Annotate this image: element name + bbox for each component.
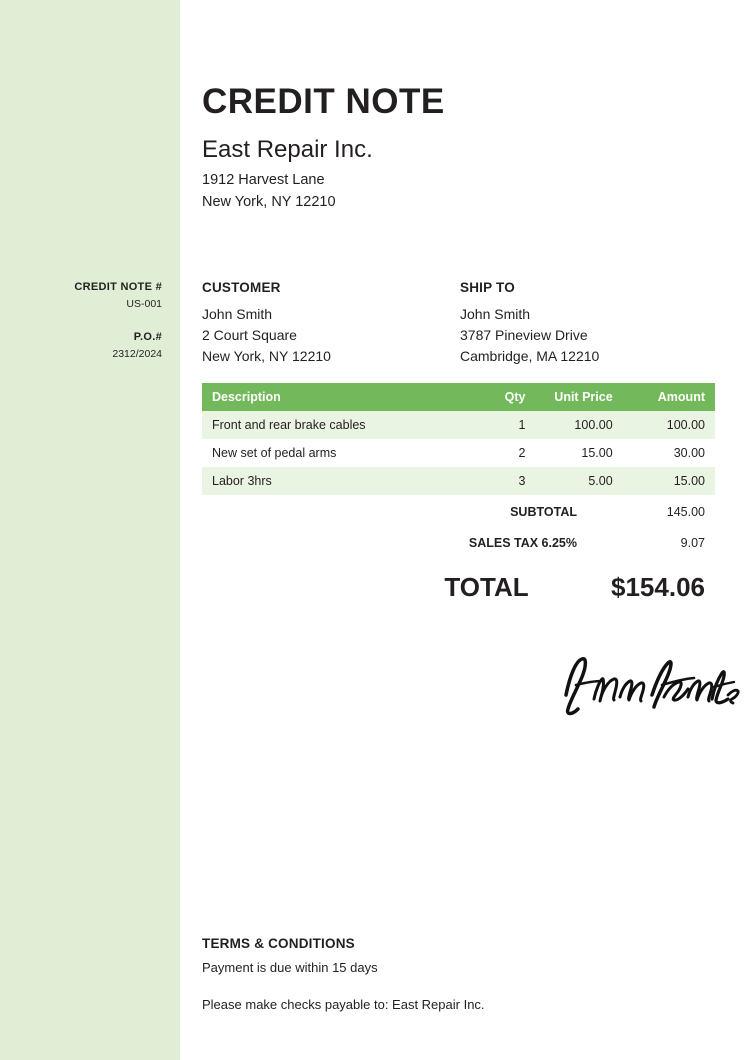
sales-tax-label: SALES TAX 6.25% — [468, 536, 577, 550]
cell-description: Labor 3hrs — [202, 467, 469, 495]
cell-qty: 2 — [469, 439, 536, 467]
customer-line: John Smith — [202, 306, 273, 322]
customer-block — [202, 280, 331, 367]
column-header-description: Description — [202, 383, 469, 411]
customer-line: New York, NY 12210 — [202, 348, 331, 364]
signature-image — [560, 645, 740, 725]
ship-to-line: 3787 Pineview Drive — [460, 327, 588, 343]
column-header-amount: Amount — [623, 383, 715, 411]
grand-total-label: TOTAL — [444, 572, 529, 602]
credit-note-number-block — [74, 281, 162, 310]
terms-block — [202, 936, 702, 1012]
sales-tax-row — [202, 536, 715, 550]
sales-tax-value: 9.07 — [680, 536, 705, 550]
cell-amount: 15.00 — [623, 467, 715, 495]
terms-line-1: Payment is due within 15 days — [202, 960, 378, 975]
ship-to-line: Cambridge, MA 12210 — [460, 348, 600, 364]
grand-total-value: $154.06 — [611, 572, 705, 602]
company-name: East Repair Inc. — [202, 136, 373, 163]
column-header-qty: Qty — [469, 383, 536, 411]
ship-to-line: John Smith — [460, 306, 531, 322]
line-items-table — [202, 383, 715, 495]
cell-amount: 30.00 — [623, 439, 715, 467]
po-number-block — [112, 331, 162, 360]
subtotal-value: 145.00 — [666, 505, 705, 519]
terms-heading: TERMS & CONDITIONS — [202, 936, 355, 951]
cell-description: New set of pedal arms — [202, 439, 469, 467]
credit-note-number-label: CREDIT NOTE # — [74, 281, 162, 293]
customer-heading: CUSTOMER — [202, 280, 281, 295]
company-address-line-2: New York, NY 12210 — [202, 194, 336, 210]
po-number-value: 2312/2024 — [112, 348, 162, 360]
company-address-line-1: 1912 Harvest Lane — [202, 172, 325, 188]
terms-line-2: Please make checks payable to: East Repair Inc. — [202, 997, 485, 1012]
subtotal-row — [202, 505, 715, 519]
sidebar-panel — [0, 0, 180, 1060]
table-row — [202, 439, 715, 467]
totals-block — [202, 505, 715, 603]
ship-to-heading: SHIP TO — [460, 280, 515, 295]
cell-unit-price: 100.00 — [535, 411, 622, 439]
cell-unit-price: 5.00 — [535, 467, 622, 495]
cell-amount: 100.00 — [623, 411, 715, 439]
column-header-unit-price: Unit Price — [535, 383, 622, 411]
ship-to-block — [460, 280, 599, 367]
table-row — [202, 467, 715, 495]
cell-qty: 1 — [469, 411, 536, 439]
cell-qty: 3 — [469, 467, 536, 495]
po-number-label: P.O.# — [133, 331, 162, 343]
table-row — [202, 411, 715, 439]
table-header-row — [202, 383, 715, 411]
customer-line: 2 Court Square — [202, 327, 297, 343]
credit-note-number-value: US-001 — [126, 298, 162, 310]
page-title: CREDIT NOTE — [202, 82, 445, 121]
subtotal-label: SUBTOTAL — [510, 505, 577, 519]
cell-description: Front and rear brake cables — [202, 411, 469, 439]
cell-unit-price: 15.00 — [535, 439, 622, 467]
grand-total-row — [202, 572, 715, 603]
document-content — [180, 0, 750, 1060]
